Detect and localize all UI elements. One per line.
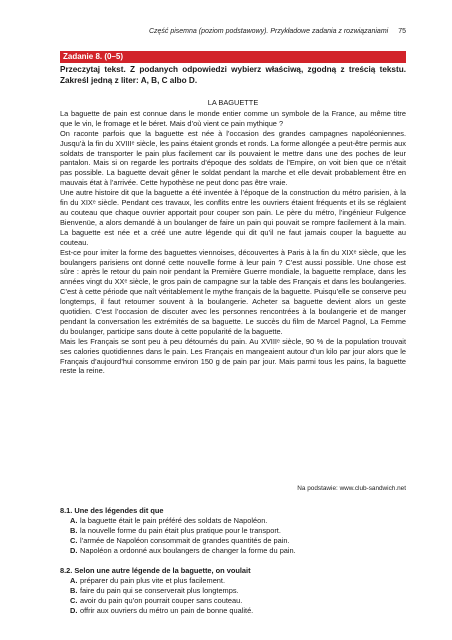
option-text: préparer du pain plus vite et plus facilement.: [80, 575, 226, 585]
option-text: offrir aux ouvriers du métro un pain de bonne qualité.: [80, 605, 254, 615]
option-letter: A.: [70, 515, 78, 525]
answer-option[interactable]: [70, 516, 406, 526]
article-paragraph: Est-ce pour imiter la forme des baguettes viennoises, découvertes à Paris à la fin du XIXᵉ siècle, que les boulangers parisiens ont donné cette nouvelle forme à leur pain ? C’est aussi possible. Une chose est sûre : après le retour du pain noir pendant la Première Guerre mondiale, la baguette remplace, dans les années vingt du XXᵉ siècle, le gros pain de campagne sur la table des Français et dans les boulangeries. C’est à cette période que naît véritablement le mythe français de la baguette. Puisqu’elle se conserve peu longtemps, il faut retourner souvent à la boulangerie. Acheter sa baguette devient alors un geste quotidien. C’est l’occasion de discuter avec les personnes rencontrées à la boulangerie et de manger pendant la conversation les extrémités de sa baguette. Le succès du film de Marcel Pagnol, La Femme du boulanger, participe sans doute à cette popularité de la baguette.: [60, 247, 406, 336]
answer-options: [60, 576, 406, 616]
answer-option[interactable]: [70, 546, 406, 556]
article: [60, 98, 406, 376]
option-letter: D.: [70, 605, 78, 615]
option-text: la nouvelle forme du pain était plus pratique pour le transport.: [80, 525, 281, 535]
article-paragraph: On raconte parfois que la baguette est née à l’occasion des grandes campagnes napoléoniennes. Jusqu’à la fin du XVIIIᵉ siècle, les pains étaient gronds et ronds. La forme allongée a peut-être permis aux soldats de transporter le pain plus facilement car ils pouvaient le mettre dans une des poches de leur pantalon. Mais si on regarde les portraits d’époque des soldats de l’Empire, on voit bien que ce n’était pas possible. La baguette devait gêner le soldat pendant la marche et elle devait probablement être en mauvais état à l’arrivée. Cette hypothèse ne peut donc pas être vraie.: [60, 128, 406, 188]
option-letter: B.: [70, 585, 78, 595]
answer-option[interactable]: [70, 526, 406, 536]
question-title: 8.2. Selon une autre légende de la baguette, on voulait: [60, 566, 251, 575]
option-letter: D.: [70, 545, 78, 555]
task-label-bar: [60, 51, 406, 63]
article-paragraph: Une autre histoire dit que la baguette a été inventée à l’époque de la construction du métro parisien, à la fin du XIXᵉ siècle. Pendant ces travaux, les conflits entre les ouvriers étaient fréquents et ils se réglaient au couteau que chaque ouvrier apportait pour couper son pain. Le père du métro, l’ingénieur Fulgence Bienvenüe, a alors demandé à un boulanger de faire un pain qui pouvait se rompre facilement à la main. La baguette est née et a créé une autre légende qui dit qu’il ne faut jamais couper la baguette au couteau.: [60, 188, 406, 247]
task-instruction: Przeczytaj tekst. Z podanych odpowiedzi wybierz właściwą, zgodną z treścią tekstu. Zakreśl jedną z liter: A, B, C albo D.: [60, 65, 406, 85]
option-letter: C.: [70, 595, 78, 605]
question-8-1: [60, 506, 406, 556]
answer-option[interactable]: [70, 536, 406, 546]
source-note: Na podstawie: www.club-sandwich.net: [297, 485, 406, 492]
answer-option[interactable]: [70, 596, 406, 606]
article-title: LA BAGUETTE: [207, 98, 259, 107]
article-paragraph: Mais les Français se sont peu à peu détournés du pain. Au XVIIIᵉ siècle, 90 % de la population trouvait ses calories quotidiennes dans le pain. Les Français en mangeaient autour d’un kilo par jour alors que le Français d’aujourd’hui consomme environ 150 g de pain par jour. Mais parmi tous les pains, la baguette reste la reine.: [60, 336, 406, 376]
option-text: avoir du pain qu’on pourrait couper sans couteau.: [80, 595, 243, 605]
option-letter: B.: [70, 525, 78, 535]
header-title: Część pisemna (poziom podstawowy). Przykładowe zadania z rozwiązaniami: [148, 28, 389, 35]
question-8-2: [60, 566, 406, 616]
option-text: faire du pain qui se conserverait plus longtemps.: [80, 585, 239, 595]
question-title: 8.1. Une des légendes dit que: [60, 506, 164, 515]
option-letter: A.: [70, 575, 78, 585]
page-header: [60, 28, 406, 40]
option-text: la baguette était le pain préféré des soldats de Napoléon.: [80, 515, 268, 525]
option-text: Napoléon a ordonné aux boulangers de changer la forme du pain.: [80, 545, 296, 555]
article-paragraph: La baguette de pain est connue dans le monde entier comme un symbole de la France, au même titre que le vin, le fromage et le béret. Mais d’où vient ce pain mythique ?: [60, 108, 406, 128]
answer-option[interactable]: [70, 606, 406, 616]
option-text: l’armée de Napoléon consommait de grandes quantités de pain.: [80, 535, 290, 545]
page-number: 75: [398, 28, 406, 35]
answer-option[interactable]: [70, 576, 406, 586]
answer-options: [60, 516, 406, 556]
answer-option[interactable]: [70, 586, 406, 596]
option-letter: C.: [70, 535, 78, 545]
task-label: Zadanie 8. (0–5): [63, 52, 124, 61]
